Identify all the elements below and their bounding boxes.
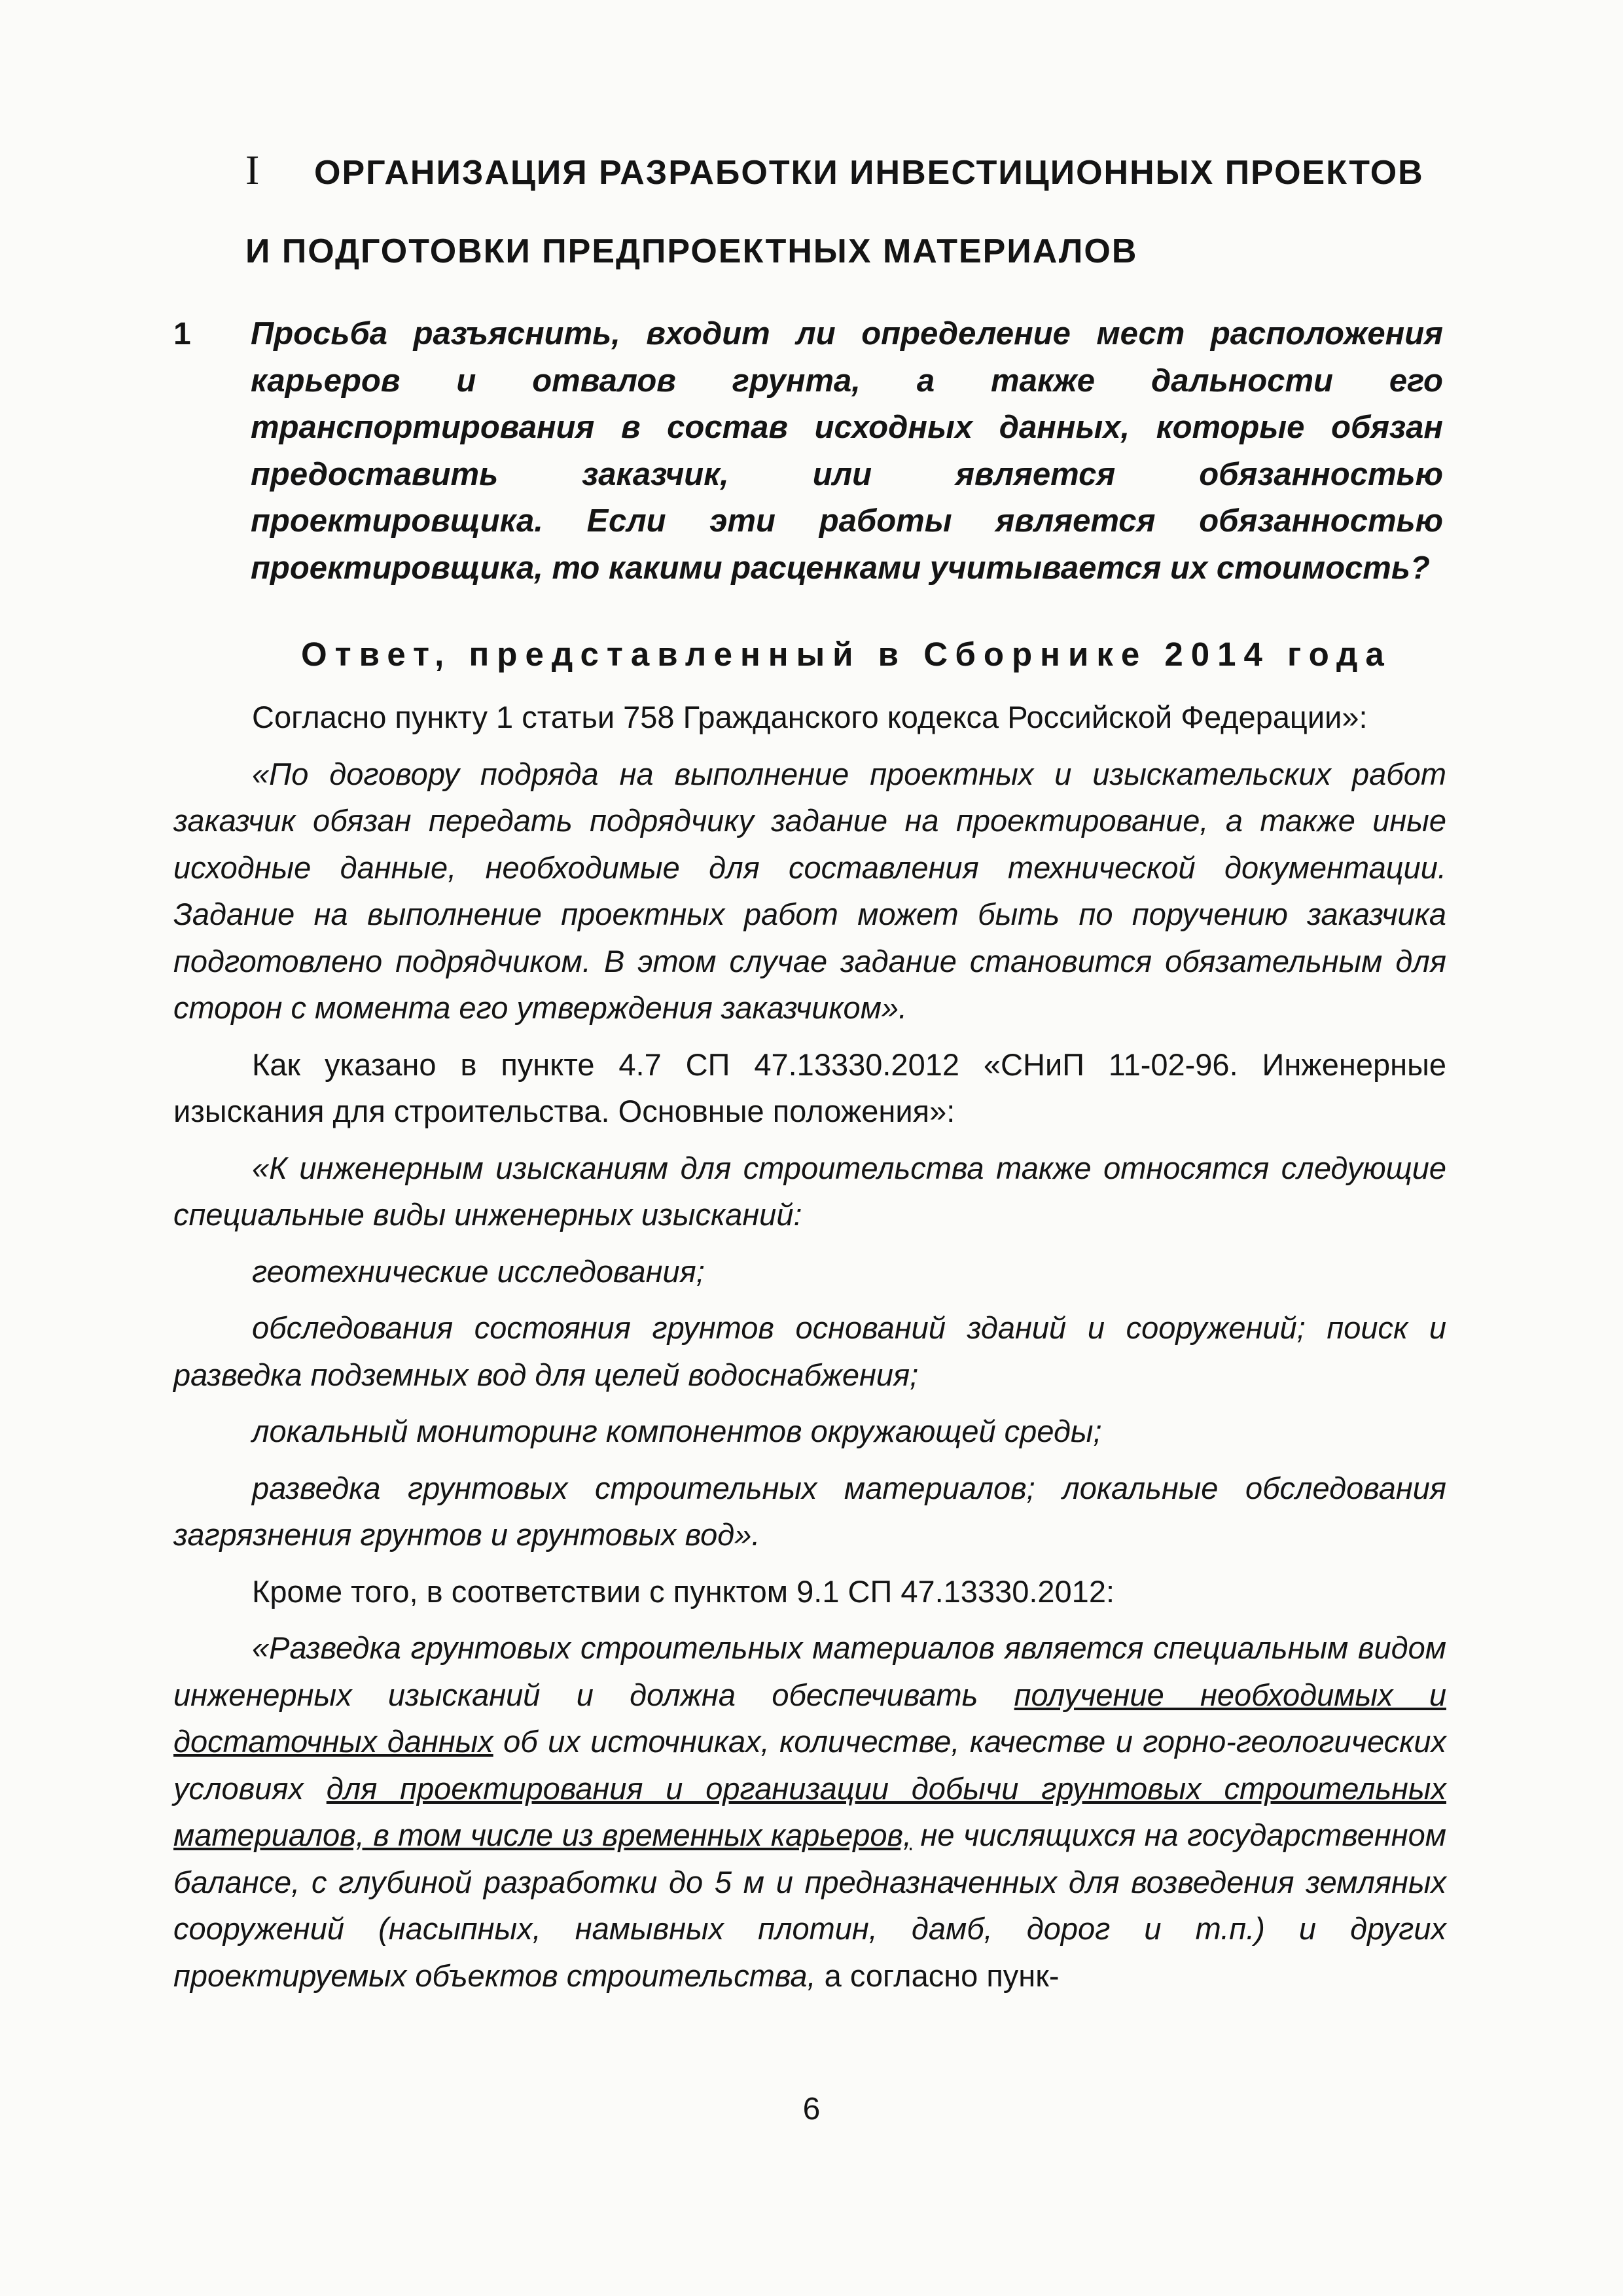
paragraph-civil-code-quote: «По договору подряда на выполнение проектных и изыскательских работ заказчик обязан передать подрядчику задание на проектирование, а также иные исходные данные, необходимые для составления технической документации. Задание на выполнение проектных работ может быть по поручению заказчика подготовлено подрядчиком. В этом случае задание становится обязательным для сторон с момента его утверждения заказчиком». bbox=[173, 756, 1446, 1025]
answer-heading: Ответ, представленный в Сборнике 2014 года bbox=[301, 636, 1392, 673]
paragraph-sp-9-1-quote bbox=[173, 1624, 1446, 1999]
chapter-roman-numeral: I bbox=[245, 147, 261, 193]
quote-text-part-2: об их источниках, количестве, качестве и горно-геологических условиях bbox=[173, 1724, 1446, 1806]
list-item-geotechnical: геотехнические исследования; bbox=[252, 1253, 705, 1289]
paragraph-civil-code-intro: Согласно пункту 1 статьи 758 Гражданского кодекса Российской Федерации»: bbox=[252, 700, 1368, 734]
paragraph-sp-4-7-quote: «К инженерным изысканиям для строительства также относятся следующие специальные виды инженерных изысканий: bbox=[173, 1150, 1446, 1232]
list-item-monitoring: локальный мониторинг компонентов окружающей среды; bbox=[252, 1414, 1102, 1448]
paragraph-sp-4-7-intro: Как указано в пункте 4.7 СП 47.13330.2012 «СНиП 11-02-96. Инженерные изыскания для строительства. Основные положения»: bbox=[173, 1047, 1446, 1128]
paragraph-sp-9-1-intro: Кроме того, в соответствии с пунктом 9.1 СП 47.13330.2012: bbox=[252, 1573, 1115, 1609]
list-item-materials-survey: разведка грунтовых строительных материалов; локальные обследования загрязнения грунтов и грунтовых вод». bbox=[173, 1470, 1446, 1552]
chapter-title-text-1: ОРГАНИЗАЦИЯ РАЗРАБОТКИ ИНВЕСТИЦИОННЫХ ПРОЕКТОВ bbox=[314, 154, 1424, 192]
page-number: 6 bbox=[802, 2092, 821, 2126]
question-number: 1 bbox=[173, 317, 191, 351]
quote-text-part-4: а согласно пунк- bbox=[815, 1958, 1060, 1993]
question-text: Просьба разъяснить, входит ли определение мест расположения карьеров и отвалов грунта, а также дальности его транспортирования в состав исходных данных, которые обязан предоставить заказчик, или является обязанностью проектировщика. Если эти работы является обязанностью проектировщика, то какими расценками учитывается их стоимость? bbox=[251, 316, 1443, 586]
quote-text-part-1: «Разведка грунтовых строительных материалов является специальным видом инженерных изысканий и должна обеспечивать bbox=[173, 1630, 1446, 1712]
chapter-title-line-2: И ПОДГОТОВКИ ПРЕДПРОЕКТНЫХ МАТЕРИАЛОВ bbox=[245, 232, 1138, 270]
answer-body bbox=[173, 694, 1446, 2009]
chapter-title-line-1 bbox=[245, 131, 1463, 212]
underlined-phrase-2: для проектирования и организации добычи грунтовых строительных материалов, в том числе из временных карьеров, bbox=[173, 1770, 1446, 1852]
list-item-soil-survey: обследования состояния грунтов оснований зданий и сооружений; поиск и разведка подземных вод для целей водоснабжения; bbox=[173, 1310, 1446, 1392]
quote-text-part-3: не числящихся на государственном балансе, с глубиной разработки до 5 м и предназначенных для возведения земляных сооружений (насыпных, намывных плотин, дамб, дорог и т.п.) и других проектируемых объектов строительства, bbox=[173, 1818, 1446, 1993]
underlined-phrase-1: получение необходимых и достаточных данных bbox=[173, 1677, 1446, 1759]
chapter-heading bbox=[245, 131, 1463, 291]
question-block bbox=[173, 311, 1443, 592]
